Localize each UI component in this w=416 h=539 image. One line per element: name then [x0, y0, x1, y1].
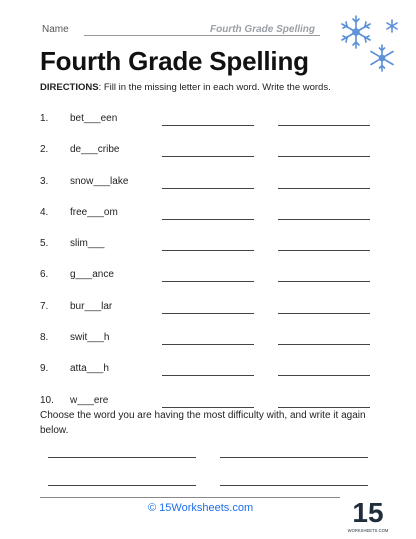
answer-line[interactable]	[278, 188, 370, 189]
answer-line[interactable]	[278, 219, 370, 220]
item-word: g___ance	[70, 269, 114, 281]
directions	[40, 82, 331, 93]
item-number: 3.	[40, 175, 49, 187]
item-word: free___om	[70, 206, 118, 218]
item-word: atta___h	[70, 363, 109, 375]
word-item	[40, 144, 380, 175]
answer-line[interactable]	[162, 313, 254, 314]
name-label: Name	[42, 24, 69, 35]
copyright-link[interactable]: © 15Worksheets.com	[148, 502, 254, 514]
answer-line[interactable]	[278, 313, 370, 314]
answer-line[interactable]	[162, 125, 254, 126]
answer-line[interactable]	[162, 188, 254, 189]
answer-line[interactable]	[162, 344, 254, 345]
answer-line[interactable]	[278, 250, 370, 251]
word-item	[40, 207, 380, 238]
page-title: Fourth Grade Spelling	[40, 46, 309, 76]
item-number: 5.	[40, 238, 49, 250]
site-logo	[347, 494, 389, 536]
answer-line[interactable]	[278, 156, 370, 157]
answer-line[interactable]	[162, 219, 254, 220]
item-number: 9.	[40, 363, 49, 375]
difficult-word-line[interactable]	[220, 485, 368, 486]
answer-line[interactable]	[278, 125, 370, 126]
snowflake-icon	[330, 8, 402, 80]
word-list	[40, 113, 380, 426]
item-number: 8.	[40, 332, 49, 344]
answer-line[interactable]	[162, 250, 254, 251]
answer-line[interactable]	[278, 375, 370, 376]
word-item	[40, 301, 380, 332]
difficult-word-line[interactable]	[48, 457, 196, 458]
item-word: w___ere	[70, 394, 109, 406]
directions-text: : Fill in the missing letter in each word. Write the words.	[98, 82, 331, 93]
word-item	[40, 176, 380, 207]
word-item	[40, 332, 380, 363]
answer-line[interactable]	[162, 375, 254, 376]
word-item	[40, 363, 380, 394]
choose-instructions: Choose the word you are having the most difficulty with, and write it again below.	[40, 410, 366, 436]
difficult-word-line[interactable]	[220, 457, 368, 458]
word-item	[40, 269, 380, 300]
difficult-word-line[interactable]	[48, 485, 196, 486]
logo-text: WORKSHEETS.COM	[347, 528, 389, 533]
word-item	[40, 113, 380, 144]
word-item	[40, 238, 380, 269]
item-number: 10.	[40, 394, 54, 406]
item-number: 6.	[40, 269, 49, 281]
item-word: swit___h	[70, 332, 110, 344]
logo-number: 15	[352, 497, 384, 528]
item-word: de___cribe	[70, 144, 120, 156]
item-number: 7.	[40, 300, 49, 312]
item-word: bur___lar	[70, 300, 113, 312]
header-subtitle: Fourth Grade Spelling	[210, 24, 316, 35]
item-number: 1.	[40, 113, 49, 124]
item-word: bet___een	[70, 113, 118, 124]
item-number: 4.	[40, 206, 49, 218]
item-number: 2.	[40, 144, 49, 156]
directions-label: DIRECTIONS	[40, 82, 99, 93]
answer-line[interactable]	[278, 344, 370, 345]
footer-divider	[40, 497, 340, 498]
item-word: slim___	[70, 238, 105, 250]
answer-line[interactable]	[162, 156, 254, 157]
answer-line[interactable]	[278, 281, 370, 282]
answer-line[interactable]	[162, 281, 254, 282]
name-field-line[interactable]	[84, 35, 320, 36]
item-word: snow___lake	[70, 175, 129, 187]
